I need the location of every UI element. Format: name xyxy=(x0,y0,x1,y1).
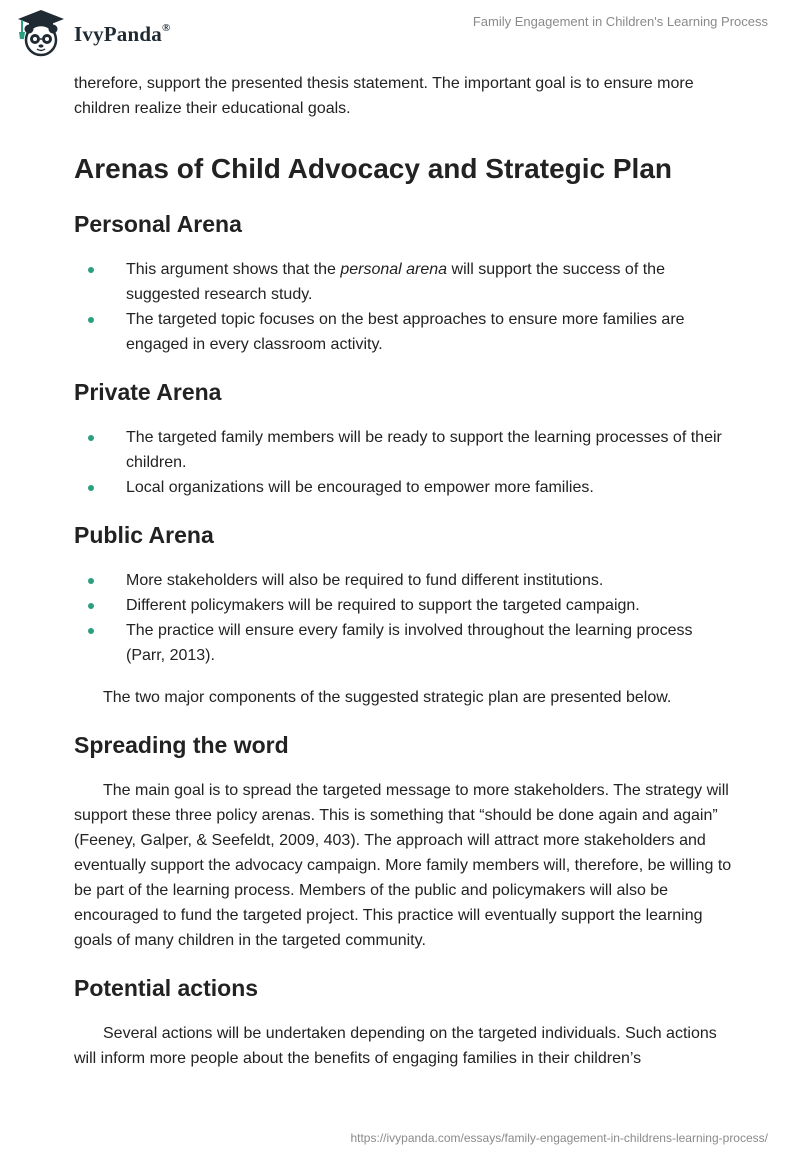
essay-content xyxy=(74,71,734,1071)
panda-graduate-icon xyxy=(14,8,68,58)
strategic-plan-summary: The two major components of the suggested strategic plan are presented below. xyxy=(103,689,672,706)
list-item: The practice will ensure every family is involved throughout the learning process (Parr, 2013). xyxy=(74,618,734,668)
page-header xyxy=(0,0,800,66)
private-arena-list xyxy=(74,425,734,500)
personal-arena-heading: Personal Arena xyxy=(74,211,242,237)
emphasis-text: personal arena xyxy=(340,261,448,278)
personal-arena-list xyxy=(74,257,734,357)
list-item: This argument shows that the personal arena will support the success of the suggested research study. xyxy=(74,257,734,307)
list-item: The targeted topic focuses on the best approaches to ensure more families are engaged in every classroom activity. xyxy=(74,307,734,357)
intro-paragraph: therefore, support the presented thesis statement. The important goal is to ensure more children realize their educational goals. xyxy=(74,75,694,117)
bullet-icon xyxy=(88,578,94,584)
document-title: Family Engagement in Children's Learning Process xyxy=(472,14,768,29)
list-item: Local organizations will be encouraged to empower more families. xyxy=(74,475,734,500)
bullet-icon xyxy=(88,603,94,609)
bullet-icon xyxy=(88,267,94,273)
brand-logo[interactable] xyxy=(14,8,170,58)
public-arena-heading: Public Arena xyxy=(74,522,214,548)
bullet-icon xyxy=(88,628,94,634)
bullet-icon xyxy=(88,485,94,491)
source-url-link[interactable]: https://ivypanda.com/essays/family-engagement-in-childrens-learning-process/ xyxy=(350,1131,768,1145)
public-arena-list xyxy=(74,568,734,668)
main-heading: Arenas of Child Advocacy and Strategic Plan xyxy=(74,153,673,184)
spreading-word-paragraph: The main goal is to spread the targeted message to more stakeholders. The strategy will support these three policy arenas. This is something that “should be done again and again” (Feeney, Galper, & Seefeldt, 2009, 403). The approach will attract more stakeholders and eventually support the advocacy campaign. More family members will, therefore, be willing to be part of the learning process. Members of the public and policymakers will also be encouraged to fund the targeted project. This practice will eventually support the learning goals of many children in the targeted community. xyxy=(74,782,732,949)
list-item: Different policymakers will be required to support the targeted campaign. xyxy=(74,593,734,618)
bullet-icon xyxy=(88,435,94,441)
private-arena-heading: Private Arena xyxy=(74,379,222,405)
list-item: The targeted family members will be ready to support the learning processes of their children. xyxy=(74,425,734,475)
brand-name: IvyPanda® xyxy=(74,21,171,46)
spreading-word-heading: Spreading the word xyxy=(74,732,289,758)
potential-actions-heading: Potential actions xyxy=(74,975,259,1001)
bullet-icon xyxy=(88,317,94,323)
list-item: More stakeholders will also be required to fund different institutions. xyxy=(74,568,734,593)
registered-mark: ® xyxy=(161,21,171,34)
potential-actions-paragraph: Several actions will be undertaken depending on the targeted individuals. Such actions will inform more people about the benefits of engaging families in their children’s xyxy=(74,1025,717,1067)
